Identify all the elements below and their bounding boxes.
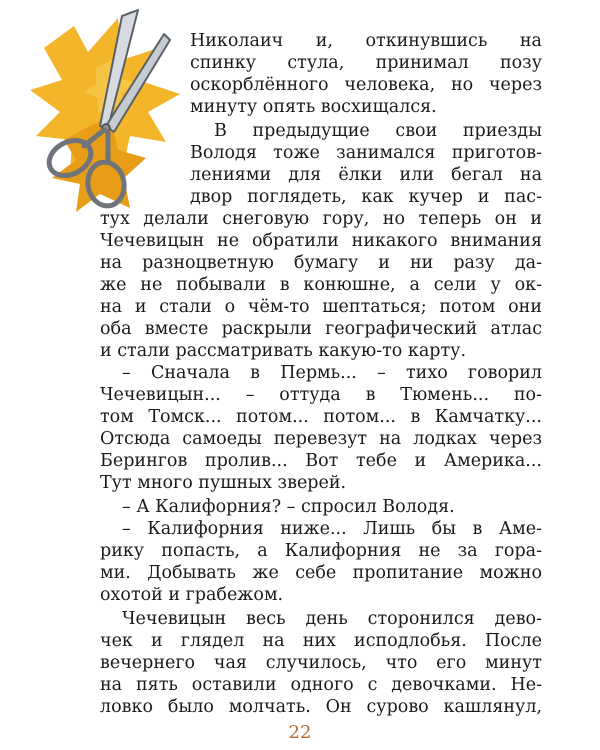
text-line: же не побывали в конюшне, а сели у ок- — [100, 275, 542, 295]
page-number: 22 — [288, 722, 312, 743]
text-line: – Сначала в Пермь... – тихо говорил — [122, 363, 542, 383]
text-line: чек и глядел на них исподлобья. После — [100, 631, 542, 651]
text-line: оба вместе раскрыли географический атлас — [100, 319, 542, 339]
text-line: рику попасть, а Калифорния не за гора- — [100, 541, 542, 561]
text-line: Чечевицын... – оттуда в Тюмень... по- — [100, 385, 542, 405]
text-line: Берингов пролив... Вот тебе и Америка... — [100, 451, 542, 471]
text-line: ловко было молчать. Он сурово кашлянул, — [100, 697, 542, 717]
text-line: Чечевицын весь день сторонился дево- — [122, 609, 542, 629]
text-line: ми. Добывать же себе пропитание можно — [100, 563, 542, 583]
text-line: охотой и грабежом. — [100, 585, 284, 605]
text-line: спинку стула, принимал позу — [190, 53, 542, 73]
text-line: Тут много пушных зверей. — [100, 473, 347, 493]
text-line: и стали рассматривать какую-то карту. — [100, 341, 467, 361]
text-line: тух делали снеговую гору, но теперь он и — [100, 209, 542, 229]
text-line: на и стали о чём-то шептаться; потом они — [100, 297, 542, 317]
text-line: Чечевицын не обратили никакого внимания — [100, 231, 542, 251]
text-line: Володя тоже занимался приготов- — [190, 143, 542, 163]
text-line: на пять оставили одного с девочками. Не- — [100, 675, 542, 695]
text-line: – А Калифорния? – спросил Володя. — [122, 497, 455, 517]
text-line: двор поглядеть, как кучер и пас- — [190, 187, 542, 207]
text-line: оскорблённого человека, но через — [190, 75, 542, 95]
text-line: том Томск... потом... потом... в Камчатку... — [100, 407, 542, 427]
text-line: Николаич и, откинувшись на — [190, 31, 542, 51]
text-line: минуту опять восхищался. — [190, 97, 437, 117]
text-line: вечернего чая случилось, что его минут — [100, 653, 542, 673]
text-line: на разноцветную бумагу и ни разу да- — [100, 253, 542, 273]
text-line: Отсюда самоеды перевезут на лодках через — [100, 429, 542, 449]
scissors-icon — [26, 8, 190, 216]
text-line: – Калифорния ниже... Лишь бы в Аме- — [122, 519, 542, 539]
text-line: лениями для ёлки или бегал на — [190, 165, 542, 185]
text-line: В предыдущие свои приезды — [214, 121, 542, 141]
